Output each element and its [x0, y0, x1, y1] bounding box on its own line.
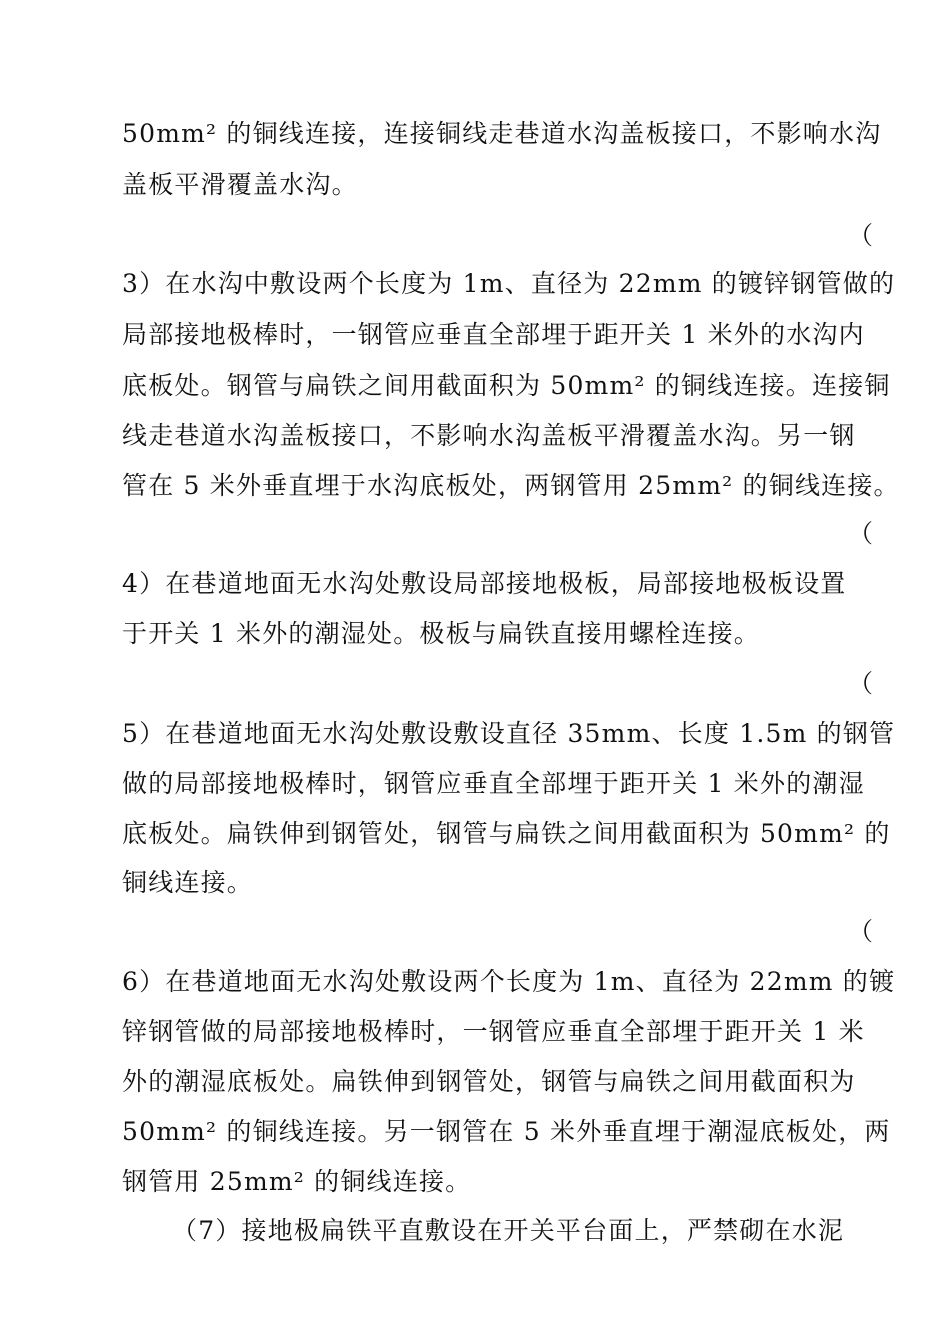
- text-line: 局部接地极棒时，一钢管应垂直全部埋于距开关 1 米外的水沟内: [122, 320, 865, 349]
- text-line: 于开关 1 米外的潮湿处。极板与扁铁直接用螺栓连接。: [122, 619, 761, 648]
- text-line: 管在 5 米外垂直埋于水沟底板处，两钢管用 25mm² 的铜线连接。: [122, 471, 900, 500]
- text-line: 外的潮湿底板处。扁铁伸到钢管处，钢管与扁铁之间用截面积为: [122, 1067, 856, 1096]
- text-line: 铜线连接。: [122, 868, 254, 897]
- text-line: 4）在巷道地面无水沟处敷设局部接地极板，局部接地极板设置: [122, 569, 847, 598]
- text-line: 底板处。钢管与扁铁之间用截面积为 50mm² 的铜线连接。连接铜: [122, 371, 891, 400]
- text-line: 50mm² 的铜线连接，连接铜线走巷道水沟盖板接口，不影响水沟: [122, 119, 882, 148]
- text-line: 6）在巷道地面无水沟处敷设两个长度为 1m、直径为 22mm 的镀: [122, 967, 896, 996]
- text-line: 底板处。扁铁伸到钢管处，钢管与扁铁之间用截面积为 50mm² 的: [122, 819, 891, 848]
- text-line: 做的局部接地极棒时，钢管应垂直全部埋于距开关 1 米外的潮湿: [122, 769, 865, 798]
- text-line: （7）接地极扁铁平直敷设在开关平台面上，严禁砌在水泥: [172, 1216, 845, 1245]
- paren-mark: （: [848, 519, 874, 548]
- text-line: 锌钢管做的局部接地极棒时，一钢管应垂直全部埋于距开关 1 米: [122, 1017, 865, 1046]
- paren-mark: （: [848, 669, 874, 698]
- text-line: 3）在水沟中敷设两个长度为 1m、直径为 22mm 的镀锌钢管做的: [122, 269, 896, 298]
- text-line: 5）在巷道地面无水沟处敷设敷设直径 35mm、长度 1.5m 的钢管: [122, 719, 896, 748]
- paren-mark: （: [848, 917, 874, 946]
- text-line: 钢管用 25mm² 的铜线连接。: [122, 1167, 472, 1196]
- paren-mark: （: [848, 221, 874, 250]
- text-line: 盖板平滑覆盖水沟。: [122, 170, 358, 199]
- text-line: 50mm² 的铜线连接。另一钢管在 5 米外垂直埋于潮湿底板处，两: [122, 1117, 891, 1146]
- text-line: 线走巷道水沟盖板接口，不影响水沟盖板平滑覆盖水沟。另一钢: [122, 421, 856, 450]
